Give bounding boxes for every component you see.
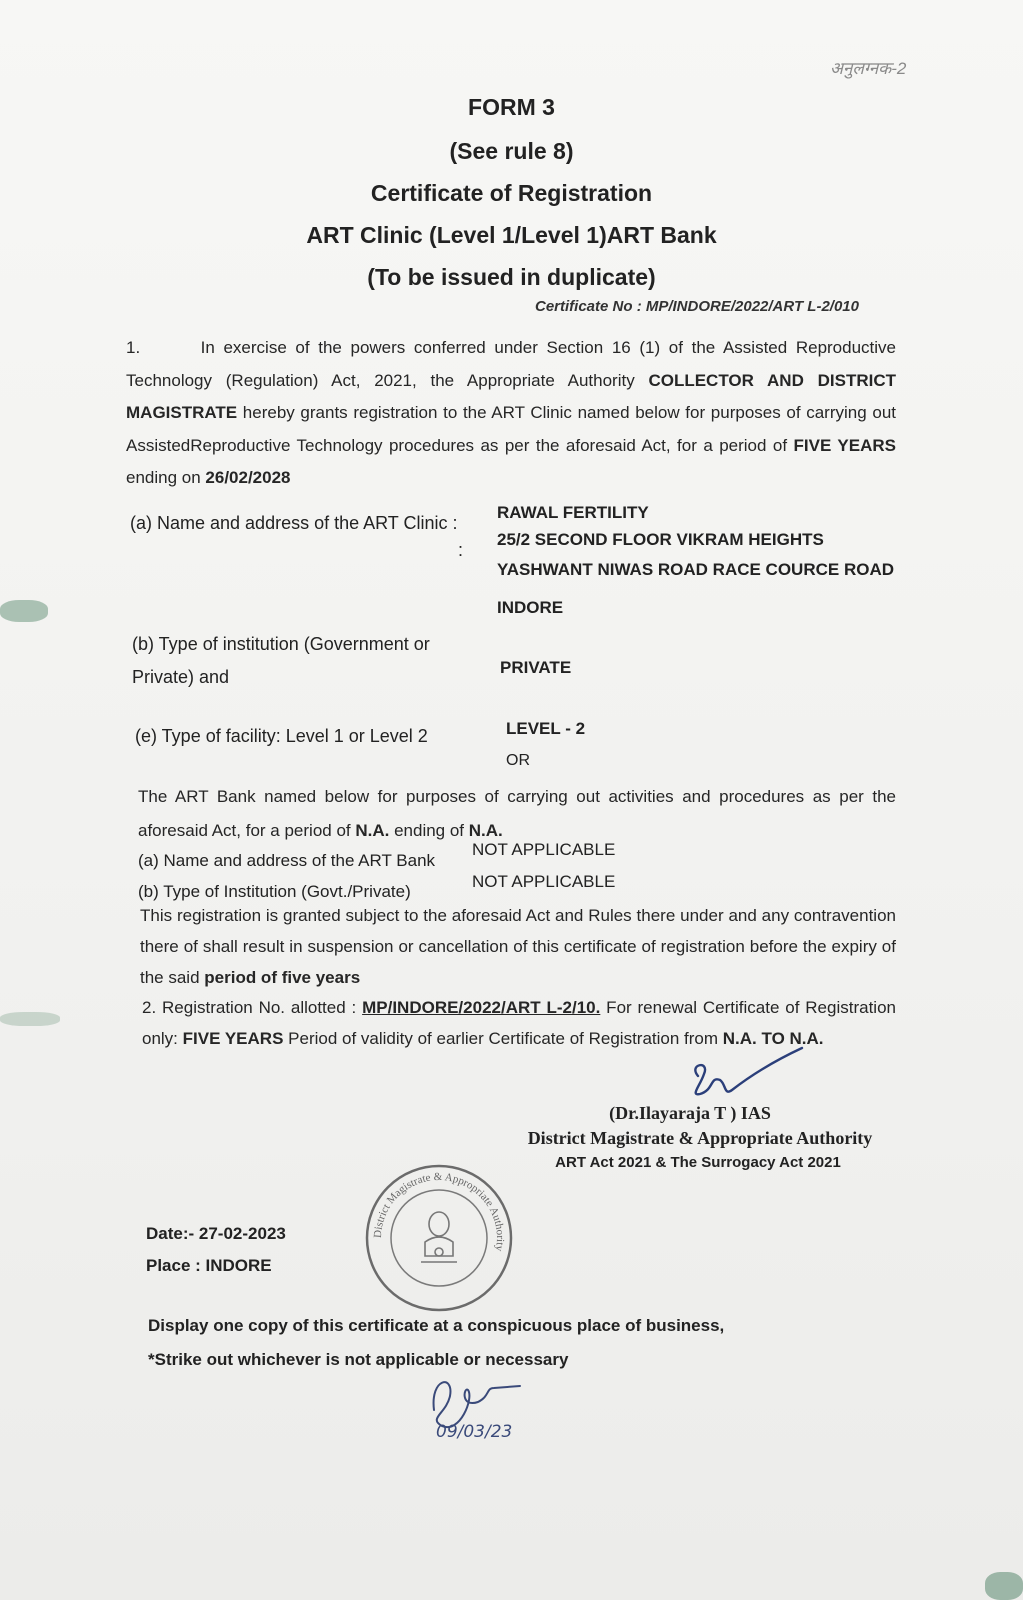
clinic-name-label: (a) Name and address of the ART Clinic : [130, 513, 458, 533]
renewal-text-a: For renewal Certificate of Registration only: [142, 998, 896, 1048]
condition-text: This registration is granted subject to the aforesaid Act and Rules there under and any contravention there of shall result in suspension or cancellation of this certificate of registration before the expiry of the said [140, 906, 896, 987]
clinic-address-line-1: 25/2 SECOND FLOOR VIKRAM HEIGHTS [497, 530, 824, 549]
issue-place: Place : INDORE [146, 1256, 272, 1275]
clinic-address-line-3: INDORE [497, 598, 564, 617]
official-seal [363, 1162, 515, 1314]
bank-ending: N.A. [468, 821, 503, 840]
rule-reference: (See rule 8) [449, 138, 574, 164]
certificate-title: Certificate of Registration [370, 180, 653, 206]
or-separator: OR [506, 752, 530, 769]
signatory-name: (Dr.Ilayaraja T ) IAS [609, 1103, 771, 1123]
annex-label: अनुलग्नक-2 [830, 59, 907, 78]
condition-period: period of five years [204, 968, 361, 987]
scan-artifact [0, 600, 48, 622]
issue-note: (To be issued in duplicate) [367, 264, 656, 290]
clinic-type-heading: ART Clinic (Level 1/Level 1)ART Bank [306, 222, 717, 248]
display-instruction: Display one copy of this certificate at a conspicuous place of business, [148, 1316, 725, 1335]
section-1-text-b: hereby grants registration to the ART Clinic named below for purposes of carrying out AssistedReproductive Technology procedures as per the aforesaid Act, for a period of [126, 403, 896, 455]
signature-mark [680, 1040, 810, 1110]
issuing-authority: COLLECTOR AND DISTRICT MAGISTRATE [126, 370, 896, 422]
renewal-text-b: Period of validity of earlier Certificate of Registration from [283, 1029, 723, 1048]
seal-ring-text: District Magistrate & Appropriate Authority [371, 1170, 507, 1253]
facility-type-label: (e) Type of facility: Level 1 or Level 2 [135, 726, 428, 746]
institution-type-label-1: (b) Type of institution (Government or [132, 634, 430, 654]
validity-range: N.A. TO N.A. [722, 1029, 824, 1048]
receipt-initials [420, 1368, 540, 1458]
issue-date: Date:- 27-02-2023 [146, 1224, 286, 1243]
registration-period: FIVE YEARS [793, 435, 896, 455]
scan-artifact [985, 1572, 1023, 1600]
institution-type-value: PRIVATE [500, 658, 572, 677]
received-date: 09/03/23 [436, 1422, 513, 1442]
bank-type-value: NOT APPLICABLE [472, 872, 616, 891]
institution-type-label-2: Private) and [132, 667, 230, 687]
registration-number: MP/INDORE/2022/ART L-2/10. [362, 998, 601, 1017]
scan-artifact [0, 1012, 60, 1026]
registration-condition-paragraph [140, 900, 896, 993]
section-1-paragraph [126, 332, 896, 495]
bank-period: N.A. [355, 821, 390, 840]
bank-intro-text-a: The ART Bank named below for purposes of carrying out activities and procedures as per the aforesaid Act, for a period of [138, 787, 896, 840]
bank-intro-text-b: ending of [389, 821, 469, 840]
signatory-title: District Magistrate & Appropriate Authority [527, 1128, 873, 1148]
bank-intro-paragraph [138, 780, 896, 848]
section-2-lead: 2. Registration No. allotted : [142, 998, 363, 1017]
clinic-address-line-2: YASHWANT NIWAS ROAD RACE COURCE ROAD [497, 560, 895, 579]
certificate-number: Certificate No : MP/INDORE/2022/ART L-2/010 [535, 298, 859, 315]
section-1-text-c: ending on [126, 468, 206, 487]
signatory-acts: ART Act 2021 & The Surrogacy Act 2021 [555, 1154, 841, 1171]
section-1-text-a: In exercise of the powers conferred under Section 16 (1) of the Assisted Reproductive Technology (Regulation) Act, 2021, the Appropriate Authority [126, 338, 897, 390]
clinic-name: RAWAL FERTILITY [497, 503, 649, 522]
bank-name-value: NOT APPLICABLE [472, 840, 616, 859]
validity-period: FIVE YEARS [182, 1029, 284, 1048]
facility-type-value: LEVEL - 2 [506, 719, 586, 738]
bank-type-label: (b) Type of Institution (Govt./Private) [138, 882, 411, 901]
address-colon: : [458, 540, 464, 560]
section-1-number: 1. [126, 338, 141, 357]
registration-end-date: 26/02/2028 [205, 468, 291, 487]
form-title: FORM 3 [468, 94, 555, 120]
strike-out-note: *Strike out whichever is not applicable or necessary [148, 1350, 569, 1369]
bank-name-label: (a) Name and address of the ART Bank [138, 851, 436, 870]
